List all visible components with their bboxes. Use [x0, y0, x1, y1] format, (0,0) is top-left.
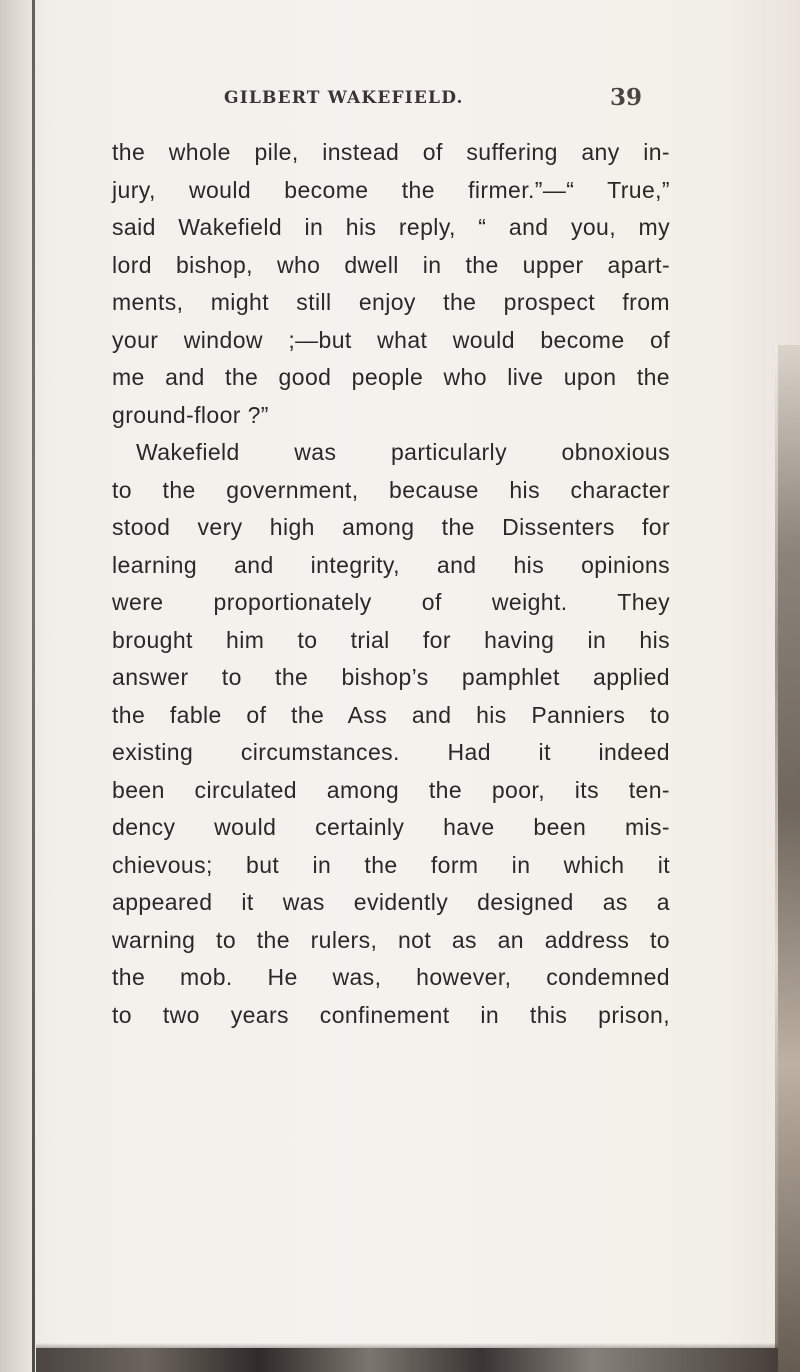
- text-line: your window ;—but what would become of: [112, 326, 670, 353]
- text-line: brought him to trial for having in his: [112, 626, 670, 653]
- text-line: were proportionately of weight. They: [112, 589, 670, 615]
- text-line: been circulated among the poor, its ten-: [112, 776, 670, 803]
- body-text: [112, 134, 670, 1034]
- text-line: to the government, because his character: [112, 476, 670, 503]
- running-title: GILBERT WAKEFIELD.: [224, 88, 464, 108]
- binding-shadow: [0, 0, 36, 1372]
- text-line: the fable of the Ass and his Panniers to: [112, 701, 670, 728]
- page-left-border: [32, 0, 35, 1372]
- text-line: ground-floor ?”: [112, 401, 269, 428]
- text-line: the whole pile, instead of suffering any in-: [112, 139, 670, 165]
- text-line: answer to the bishop’s pamphlet applied: [112, 664, 670, 690]
- text-line: existing circumstances. Had it indeed: [112, 739, 670, 765]
- text-line: appeared it was evidently designed as a: [112, 889, 670, 915]
- text-line: warning to the rulers, not as an address to: [112, 926, 670, 953]
- text-line: stood very high among the Dissenters for: [112, 514, 670, 540]
- text-line: lord bishop, who dwell in the upper apart-: [112, 251, 670, 278]
- text-line: chievous; but in the form in which it: [112, 851, 670, 878]
- page-bottom-edge: [36, 1348, 778, 1372]
- page-right-edge: [778, 345, 800, 1372]
- text-line: jury, would become the firmer.”—“ True,”: [112, 176, 670, 203]
- page-header: [224, 84, 684, 116]
- text-line: learning and integrity, and his opinions: [112, 551, 670, 578]
- text-line: said Wakefield in his reply, “ and you, my: [112, 214, 670, 240]
- page-number: 39: [610, 84, 643, 111]
- text-line: ments, might still enjoy the prospect from: [112, 289, 670, 315]
- text-line: the mob. He was, however, condemned: [112, 964, 670, 990]
- text-line: Wakefield was particularly obnoxious: [136, 439, 670, 465]
- text-line: to two years confinement in this prison,: [112, 1001, 670, 1028]
- text-line: me and the good people who live upon the: [112, 364, 670, 390]
- text-line: dency would certainly have been mis-: [112, 814, 670, 840]
